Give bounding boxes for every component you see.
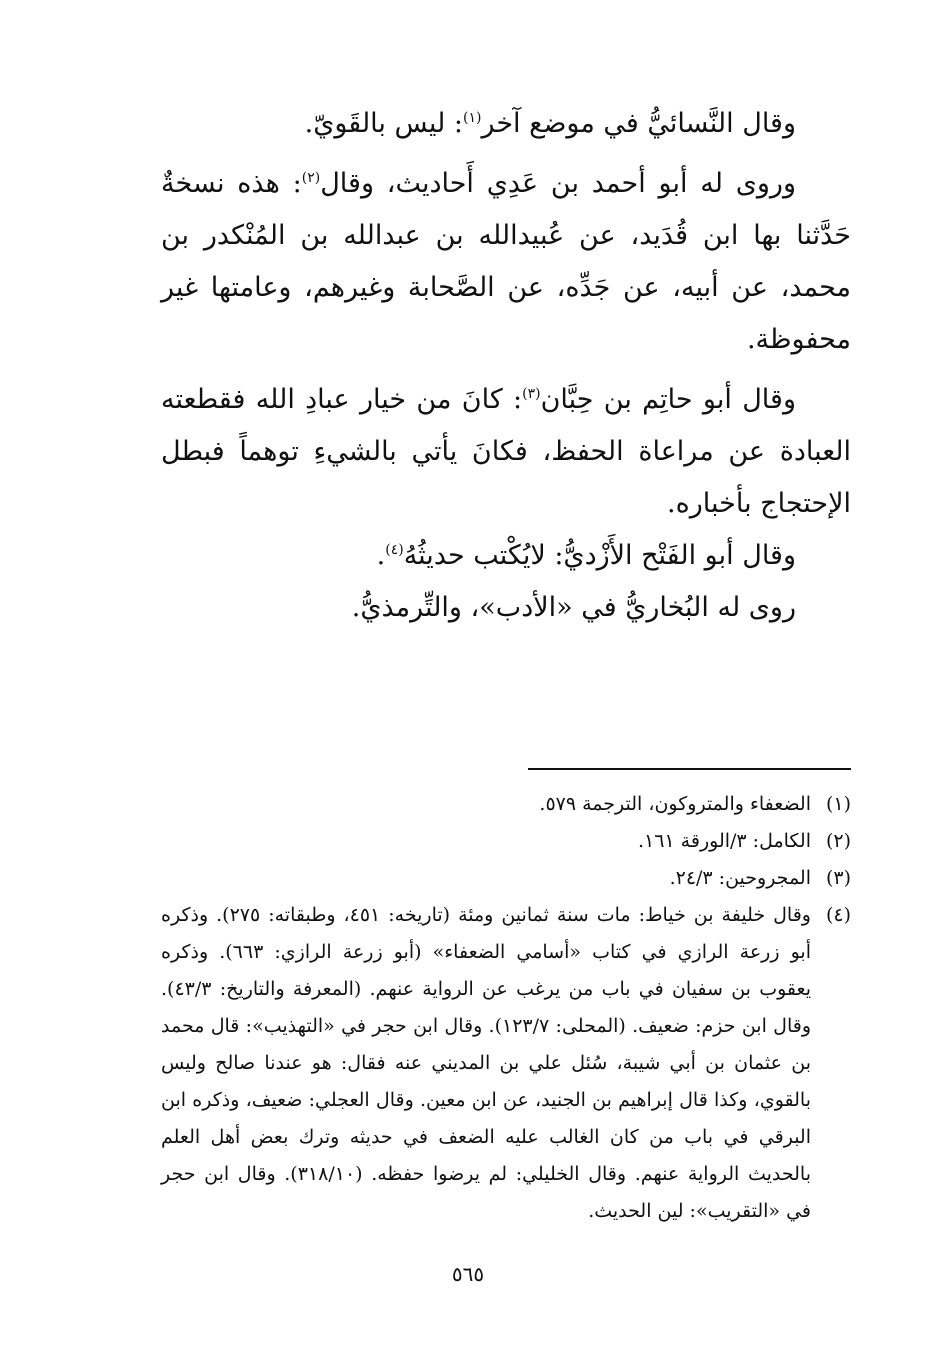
- paragraph-text: : ليس بالقَويّ.: [304, 108, 463, 139]
- paragraph-text: : هذه نسخةٌ حَدَّثنا بها ابن قُدَيد، عن عُبيدالله بن عبدالله بن المُنْكدر بن محمد، عن أبيه، عن جَدِّه، عن الصَّحابة وغيرهم، وعامتها غير محفوظة.: [161, 168, 851, 355]
- footnote-item: [161, 897, 851, 1230]
- paragraph-text: .: [376, 540, 386, 571]
- paragraph-nasai: [161, 98, 851, 150]
- main-text-body: [161, 98, 851, 634]
- paragraph-text: : كانَ من خيار عبادِ الله فقطعته العبادة عن مراعاة الحفظ، فكانَ يأتي بالشيءِ توهماً فبطل الإحتجاج بأخباره.: [161, 384, 851, 519]
- footnote-ref: (١): [462, 110, 482, 126]
- footnote-text: المجروحين: ٢٤/٣.: [669, 867, 811, 889]
- footnote-text: وقال خليفة بن خياط: مات سنة ثمانين ومئة (تاريخه: ٤٥١، وطبقاته: ٢٧٥). وذكره أبو زرعة الرازي في كتاب «أسامي الضعفاء» (أبو زرعة الرازي: ٦٦٣). وذكره يعقوب بن سفيان في باب من يرغب عن الرواية عنهم. (المعرفة والتاريخ: ٤٣/٣). وقال ابن حزم: ضعيف. (المحلى: ١٢٣/٧). وقال ابن حجر في «التهذيب»: قال محمد بن عثمان بن أبي شيبة، سُئل علي بن المديني عنه فقال: هو عندنا صالح وليس بالقوي، وكذا قال إبراهيم بن الجنيد، عن ابن معين. وقال العجلي: ضعيف، وذكره ابن البرقي في باب من كان الغالب عليه الضعف في حديثه وترك بعض أهل العلم بالحديث الرواية عنهم. وقال الخليلي: لم يرضوا حفظه. (٣١٨/١٠). وقال ابن حجر في «التقريب»: لين الحديث.: [161, 904, 811, 1222]
- footnote-number: (٣): [825, 867, 851, 889]
- paragraph-bukhari: [161, 582, 851, 634]
- paragraph-text: وروى له أبو أحمد بن عَدِي أَحاديث، وقال: [320, 168, 796, 199]
- footnote-number: (٢): [825, 830, 851, 852]
- footnote-number: (١): [825, 793, 851, 815]
- paragraph-text: وقال أبو الفَتْح الأَزْديُّ: لايُكْتب حديثُهُ: [403, 540, 796, 571]
- footnote-divider: [528, 768, 851, 770]
- paragraph-text: وقال النَّسائيُّ في موضع آخر: [481, 108, 796, 139]
- footnote-item: [161, 823, 851, 860]
- paragraph-text: وقال أبو حاتِم بن حِبَّان: [540, 384, 796, 415]
- footnote-text: الكامل: ٣/الورقة ١٦١.: [637, 830, 811, 852]
- footnote-text: الضعفاء والمتروكون، الترجمة ٥٧٩.: [539, 793, 811, 815]
- paragraph-text: روى له البُخاريُّ في «الأدب»، والتِّرمذيُّ.: [351, 592, 796, 623]
- footnotes-section: [161, 786, 851, 1230]
- footnote-item: [161, 860, 851, 897]
- page-number: ٥٦٥: [451, 1262, 485, 1286]
- footnote-ref: (٣): [522, 386, 541, 402]
- paragraph-azdi: [161, 530, 851, 582]
- footnote-number: (٤): [825, 904, 851, 926]
- footnote-item: [161, 786, 851, 823]
- paragraph-ibn-hibban: [161, 374, 851, 530]
- footnote-ref: (٤): [385, 542, 404, 558]
- paragraph-ibn-adi: [161, 158, 851, 366]
- footnote-ref: (٢): [301, 170, 321, 186]
